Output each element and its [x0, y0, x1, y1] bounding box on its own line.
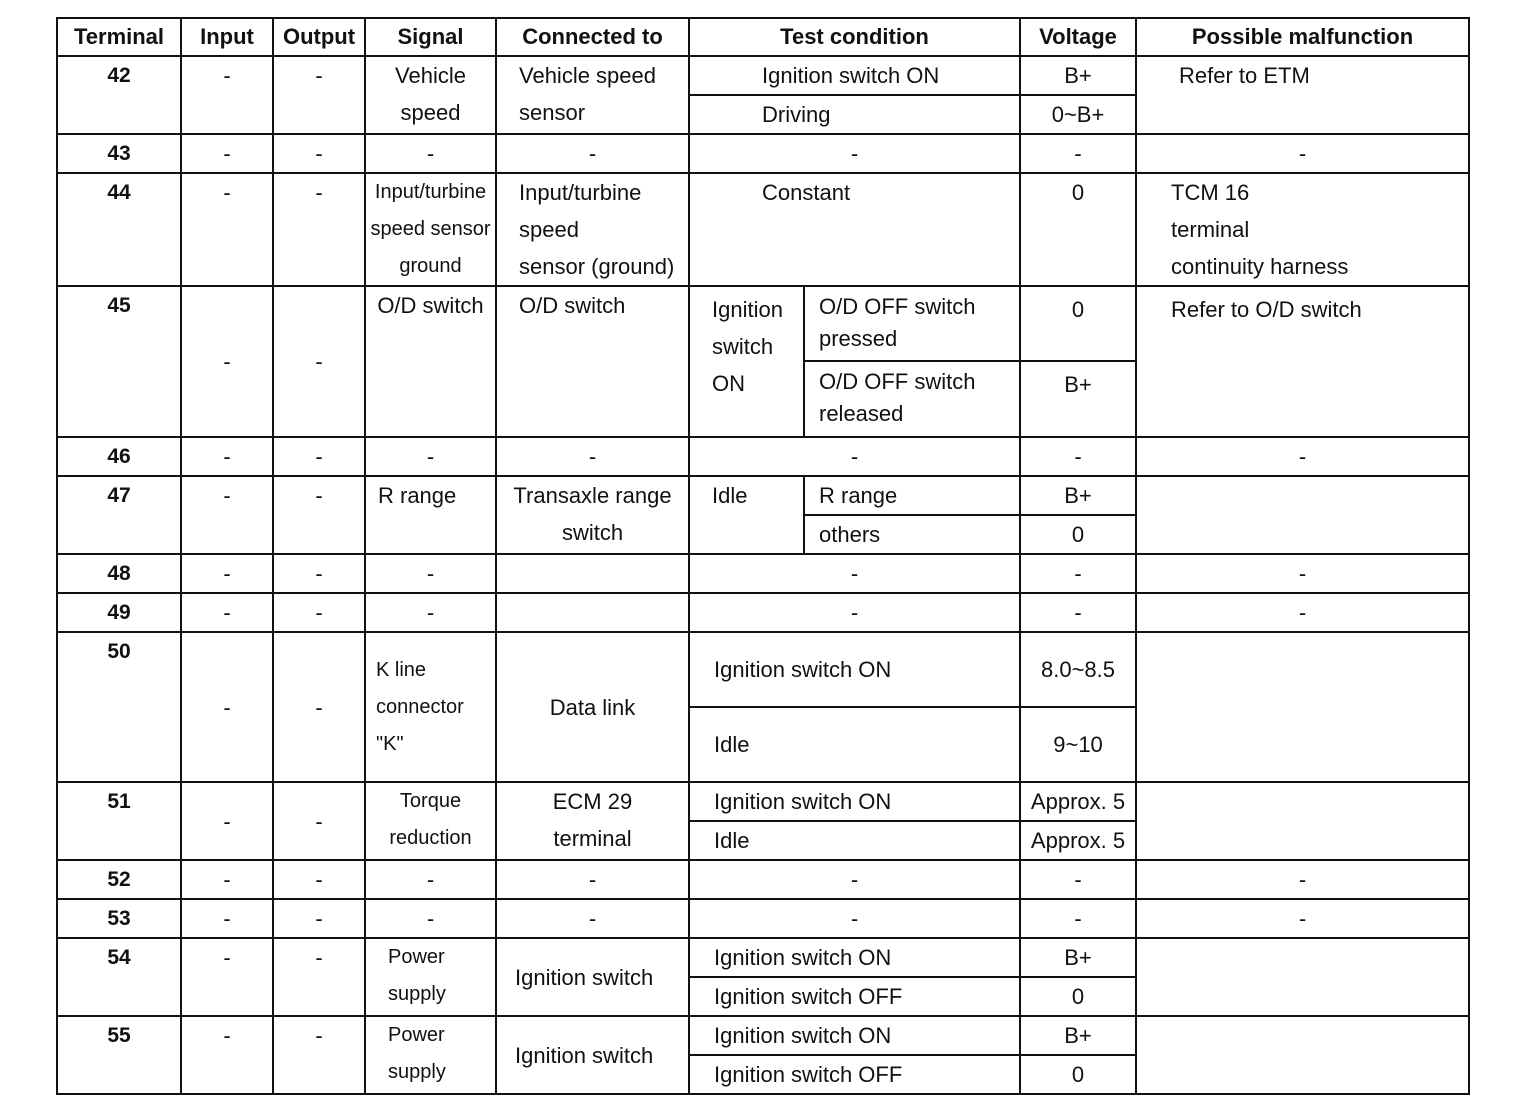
- connected-line: switch: [561, 520, 624, 545]
- input-cell: -: [181, 860, 273, 899]
- voltage-cell: B+: [1020, 938, 1136, 977]
- terminal-48: 48: [57, 554, 181, 593]
- connected-cell: [496, 782, 689, 860]
- condition-cell: Idle: [689, 707, 1020, 782]
- connected-cell: [496, 554, 689, 593]
- header-voltage: Voltage: [1020, 18, 1136, 56]
- connected-cell: O/D switch: [496, 286, 689, 437]
- malfunction-cell: -: [1136, 437, 1469, 476]
- condition-cell: -: [689, 437, 1020, 476]
- signal-cell: -: [365, 899, 496, 938]
- signal-cell: -: [365, 860, 496, 899]
- malfunction-cell: -: [1136, 554, 1469, 593]
- connected-line: sensor (ground): [519, 254, 675, 279]
- output-cell: -: [273, 173, 365, 286]
- voltage-cell: 0: [1020, 515, 1136, 554]
- voltage-cell: 0: [1020, 286, 1136, 361]
- condition-sub-cell: [804, 286, 1020, 361]
- connected-cell: Ignition switch: [496, 938, 689, 1016]
- input-cell: -: [181, 593, 273, 632]
- condition-sub-cell: R range: [804, 476, 1020, 515]
- connected-cell: [496, 476, 689, 554]
- header-signal: Signal: [365, 18, 496, 56]
- condition-line: O/D OFF switch: [819, 294, 976, 319]
- connected-cell: [496, 593, 689, 632]
- input-cell: -: [181, 938, 273, 1016]
- malfunction-cell: -: [1136, 134, 1469, 173]
- malfunction-cell: [1136, 1016, 1469, 1094]
- voltage-cell: -: [1020, 899, 1136, 938]
- signal-cell: -: [365, 134, 496, 173]
- connected-cell: [496, 173, 689, 286]
- table-row: [57, 938, 1469, 977]
- signal-cell: [365, 173, 496, 286]
- header-test-condition: Test condition: [689, 18, 1020, 56]
- input-cell: -: [181, 782, 273, 860]
- signal-line: Vehicle: [395, 63, 466, 88]
- terminal-43: 43: [57, 134, 181, 173]
- input-cell: -: [181, 286, 273, 437]
- connected-cell: Ignition switch: [496, 1016, 689, 1094]
- output-cell: -: [273, 632, 365, 782]
- condition-cell: Ignition switch ON: [689, 938, 1020, 977]
- malfunction-line: continuity harness: [1171, 254, 1349, 279]
- malfunction-cell: [1136, 782, 1469, 860]
- connected-cell: -: [496, 437, 689, 476]
- signal-line: Power: [388, 946, 445, 968]
- terminal-47: 47: [57, 476, 181, 554]
- voltage-cell: 9~10: [1020, 707, 1136, 782]
- condition-cell: -: [689, 134, 1020, 173]
- voltage-cell: Approx. 5: [1020, 782, 1136, 821]
- signal-line: ground: [399, 255, 462, 277]
- output-cell: -: [273, 782, 365, 860]
- connected-cell: -: [496, 134, 689, 173]
- table-row: [57, 632, 1469, 707]
- malfunction-cell: [1136, 173, 1469, 286]
- signal-line: supply: [388, 1061, 446, 1083]
- table-row: [57, 860, 1469, 899]
- output-cell: -: [273, 286, 365, 437]
- voltage-cell: Approx. 5: [1020, 821, 1136, 860]
- terminal-49: 49: [57, 593, 181, 632]
- condition-cell: Ignition switch OFF: [689, 1055, 1020, 1094]
- condition-cell: -: [689, 860, 1020, 899]
- voltage-cell: 8.0~8.5: [1020, 632, 1136, 707]
- condition-line: ON: [712, 371, 745, 396]
- terminal-55: 55: [57, 1016, 181, 1094]
- terminal-46: 46: [57, 437, 181, 476]
- input-cell: -: [181, 173, 273, 286]
- signal-line: K line: [376, 658, 427, 681]
- connected-line: Transaxle range: [513, 483, 672, 508]
- connected-cell: Data link: [496, 632, 689, 782]
- voltage-cell: B+: [1020, 56, 1136, 95]
- table-row: [57, 173, 1469, 286]
- malfunction-cell: -: [1136, 860, 1469, 899]
- voltage-cell: B+: [1020, 476, 1136, 515]
- table-row: [57, 554, 1469, 593]
- output-cell: -: [273, 554, 365, 593]
- table-row: [57, 476, 1469, 515]
- output-cell: -: [273, 938, 365, 1016]
- header-possible-malfunction: Possible malfunction: [1136, 18, 1469, 56]
- header-output: Output: [273, 18, 365, 56]
- condition-cell: -: [689, 899, 1020, 938]
- condition-cell: -: [689, 554, 1020, 593]
- connected-line: Vehicle speed: [519, 63, 656, 88]
- output-cell: -: [273, 437, 365, 476]
- signal-cell: -: [365, 554, 496, 593]
- condition-cell: Ignition switch OFF: [689, 977, 1020, 1016]
- malfunction-cell: Refer to ETM: [1136, 56, 1469, 134]
- condition-main-cell: [689, 286, 804, 437]
- condition-line: switch: [712, 334, 774, 359]
- signal-cell: [365, 632, 496, 782]
- voltage-cell: 0: [1020, 1055, 1136, 1094]
- signal-line: speed: [400, 100, 461, 125]
- condition-cell: Ignition switch ON: [689, 632, 1020, 707]
- signal-cell: R range: [365, 476, 496, 554]
- signal-line: Torque: [399, 790, 462, 812]
- header-terminal: Terminal: [57, 18, 181, 56]
- connected-cell: -: [496, 860, 689, 899]
- condition-line: released: [819, 401, 904, 426]
- condition-line: pressed: [819, 326, 898, 351]
- input-cell: -: [181, 134, 273, 173]
- voltage-cell: B+: [1020, 361, 1136, 437]
- condition-cell: Ignition switch ON: [689, 56, 1020, 95]
- terminal-51: 51: [57, 782, 181, 860]
- condition-cell: Ignition switch ON: [689, 1016, 1020, 1055]
- connected-line: speed: [519, 217, 579, 242]
- malfunction-line: terminal: [1171, 217, 1250, 242]
- table-row: [57, 286, 1469, 361]
- signal-cell: [365, 56, 496, 134]
- signal-line: supply: [388, 983, 446, 1005]
- connected-line: Input/turbine: [519, 180, 642, 205]
- terminal-45: 45: [57, 286, 181, 437]
- signal-line: speed sensor: [370, 218, 491, 240]
- connected-line: ECM 29: [552, 789, 633, 814]
- terminal-52: 52: [57, 860, 181, 899]
- signal-line: Input/turbine: [374, 181, 487, 203]
- table-row: [57, 134, 1469, 173]
- table-row: [57, 1016, 1469, 1055]
- input-cell: -: [181, 632, 273, 782]
- signal-cell: O/D switch: [365, 286, 496, 437]
- output-cell: -: [273, 56, 365, 134]
- header-connected-to: Connected to: [496, 18, 689, 56]
- malfunction-cell: -: [1136, 899, 1469, 938]
- condition-cell: Constant: [689, 173, 1020, 286]
- condition-cell: -: [689, 593, 1020, 632]
- table-row: [57, 593, 1469, 632]
- terminal-53: 53: [57, 899, 181, 938]
- output-cell: -: [273, 476, 365, 554]
- input-cell: -: [181, 554, 273, 593]
- terminal-50: 50: [57, 632, 181, 782]
- connected-line: terminal: [553, 826, 632, 851]
- table-row: [57, 56, 1469, 95]
- condition-line: Ignition: [712, 297, 783, 322]
- signal-cell: -: [365, 593, 496, 632]
- condition-cell: Ignition switch ON: [689, 782, 1020, 821]
- terminal-42: 42: [57, 56, 181, 134]
- condition-sub-cell: others: [804, 515, 1020, 554]
- table-row: [57, 782, 1469, 821]
- terminal-44: 44: [57, 173, 181, 286]
- voltage-cell: -: [1020, 593, 1136, 632]
- terminal-54: 54: [57, 938, 181, 1016]
- connected-line: sensor: [519, 100, 586, 125]
- header-row: [57, 18, 1469, 56]
- voltage-cell: B+: [1020, 1016, 1136, 1055]
- condition-cell: Idle: [689, 821, 1020, 860]
- voltage-cell: 0~B+: [1020, 95, 1136, 134]
- voltage-cell: -: [1020, 134, 1136, 173]
- condition-main-cell: Idle: [689, 476, 804, 554]
- condition-sub-cell: [804, 361, 1020, 437]
- signal-line: connector "K": [376, 695, 464, 755]
- signal-line: Power: [388, 1024, 445, 1046]
- malfunction-cell: [1136, 632, 1469, 782]
- input-cell: -: [181, 1016, 273, 1094]
- connected-cell: [496, 56, 689, 134]
- malfunction-cell: [1136, 938, 1469, 1016]
- input-cell: -: [181, 476, 273, 554]
- malfunction-line: TCM 16: [1171, 180, 1250, 205]
- signal-cell: [365, 1016, 496, 1094]
- signal-line: reduction: [389, 827, 472, 849]
- input-cell: -: [181, 899, 273, 938]
- connected-cell: -: [496, 899, 689, 938]
- input-cell: -: [181, 437, 273, 476]
- output-cell: -: [273, 899, 365, 938]
- signal-cell: [365, 782, 496, 860]
- terminal-specification-table: [56, 17, 1470, 1095]
- malfunction-cell: -: [1136, 593, 1469, 632]
- output-cell: -: [273, 134, 365, 173]
- malfunction-cell: [1136, 476, 1469, 554]
- voltage-cell: -: [1020, 860, 1136, 899]
- voltage-cell: 0: [1020, 173, 1136, 286]
- header-input: Input: [181, 18, 273, 56]
- condition-cell: Driving: [689, 95, 1020, 134]
- voltage-cell: 0: [1020, 977, 1136, 1016]
- output-cell: -: [273, 860, 365, 899]
- signal-cell: [365, 938, 496, 1016]
- voltage-cell: -: [1020, 437, 1136, 476]
- malfunction-cell: Refer to O/D switch: [1136, 286, 1469, 437]
- output-cell: -: [273, 1016, 365, 1094]
- table-row: [57, 899, 1469, 938]
- output-cell: -: [273, 593, 365, 632]
- input-cell: -: [181, 56, 273, 134]
- table-row: [57, 437, 1469, 476]
- condition-line: O/D OFF switch: [819, 369, 976, 394]
- voltage-cell: -: [1020, 554, 1136, 593]
- signal-cell: -: [365, 437, 496, 476]
